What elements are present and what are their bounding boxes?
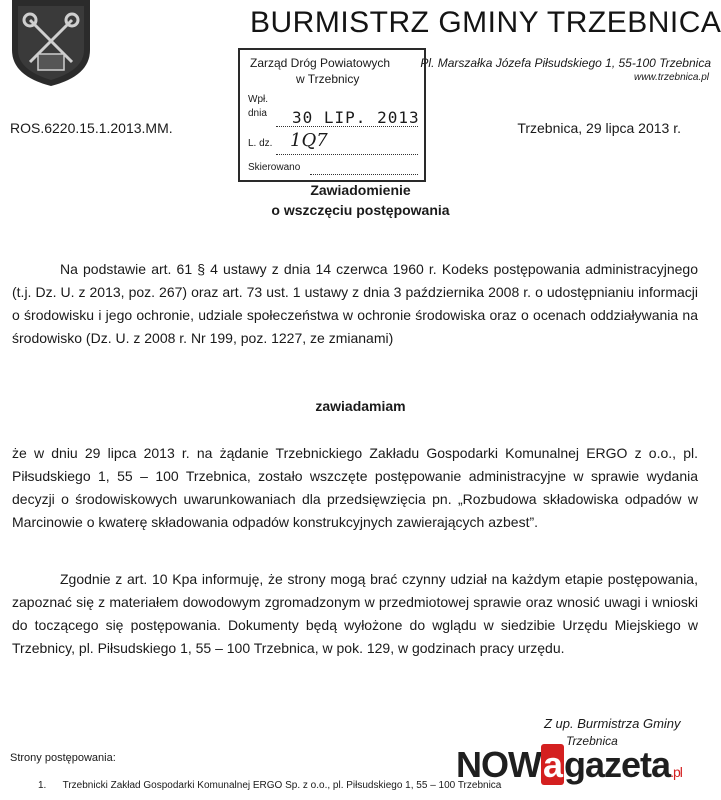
stamp-skierowano-label: Skierowano xyxy=(248,162,301,173)
stamp-wpl-label: Wpł. xyxy=(248,94,268,105)
party-number: 1. xyxy=(38,780,47,791)
stamp-line2: w Trzebnicy xyxy=(296,72,360,86)
heading-line1: Zawiadomienie xyxy=(310,182,411,198)
stamp-ldz-value: 1Q7 xyxy=(290,130,328,151)
nowa-gazeta-watermark xyxy=(456,744,682,786)
zawiadamiam-heading: zawiadamiam xyxy=(315,398,406,414)
watermark-part1: NOW xyxy=(456,744,541,785)
stamp-line1: Zarząd Dróg Powiatowych xyxy=(250,56,391,70)
paragraph1-text: Na podstawie art. 61 § 4 ustawy z dnia 14 czerwca 1960 r. Kodeks postępowania administracyjnego (t.j. Dz. U. z 2013, poz. 267) oraz art. 73 ust. 1 ustawy z dnia 3 października 2008 r. o udostępnianiu informacji o środowisku i jego ochronie, udziale społeczeństwa w ochronie środowiska oraz o ocenach oddziaływania na środowisko (Dz. U. z 2008 r. Nr 199, poz. 1227, ze zmianami) xyxy=(12,261,698,346)
watermark-part3: gazeta xyxy=(564,744,671,785)
letterhead-address: Pl. Marszałka Józefa Piłsudskiego 1, 55-100 Trzebnica xyxy=(420,56,711,70)
registry-stamp xyxy=(238,48,426,182)
reference-number: ROS.6220.15.1.2013.MM. xyxy=(10,120,173,136)
paragraph2-text: że w dniu 29 lipca 2013 r. na żądanie Trzebnickiego Zakładu Gospodarki Komunalnej ERGO z o.o., pl. Piłsudskiego 1, 55 – 100 Trzebnica, zostało wszczęte postępowanie administracyjne w sprawie wydania decyzji o środowiskowych uwarunkowaniach dla przedsięwzięcia pn. „Rozbudowa składowiska odpadów w Marcinowie o kwaterę składowania odpadów konstrukcyjnych zawierających azbest”. xyxy=(12,445,698,530)
coat-of-arms-icon xyxy=(10,0,92,86)
letterhead-title: BURMISTRZ GMINY TRZEBNICA xyxy=(250,6,721,39)
letterhead-website: www.trzebnica.pl xyxy=(633,72,709,83)
signature-line2: Trzebnica xyxy=(566,734,618,748)
paragraph3-text: Zgodnie z art. 10 Kpa informuję, że strony mogą brać czynny udział na każdym etapie postępowania, zapoznać się z materiałem dowodowym zgromadzonym w przedmiotowej sprawie oraz wnosić uwagi i wnioski do toczącego się postępowania. Dokumenty będą wyłożone do wglądu w siedzibie Urzędu Miejskiego w Trzebnicy, pl. Piłsudskiego 1, 55 – 100 Trzebnica, w pok. 129, w godzinach pracy urzędu. xyxy=(12,571,698,656)
stamp-dnia-label: dnia xyxy=(248,108,267,119)
stamp-date-value: 30 LIP. 2013 xyxy=(292,108,420,127)
paragraph-legal-basis xyxy=(12,258,698,350)
paragraph-notification xyxy=(12,442,698,534)
stamp-ldz-label: L. dz. xyxy=(248,138,273,149)
watermark-suffix: .pl xyxy=(670,764,682,780)
heading-line2: o wszczęciu postępowania xyxy=(271,202,450,218)
signature-line1: Z up. Burmistrza Gminy xyxy=(544,716,681,731)
parties-label: Strony postępowania: xyxy=(10,752,116,764)
party-text: Trzebnicki Zakład Gospodarki Komunalnej ERGO Sp. z o.o., pl. Piłsudskiego 1, 55 – 100 Trzebnica xyxy=(62,780,502,791)
place-date: Trzebnica, 29 lipca 2013 r. xyxy=(517,120,681,136)
watermark-part2: a xyxy=(542,744,563,785)
paragraph-information xyxy=(12,568,698,660)
